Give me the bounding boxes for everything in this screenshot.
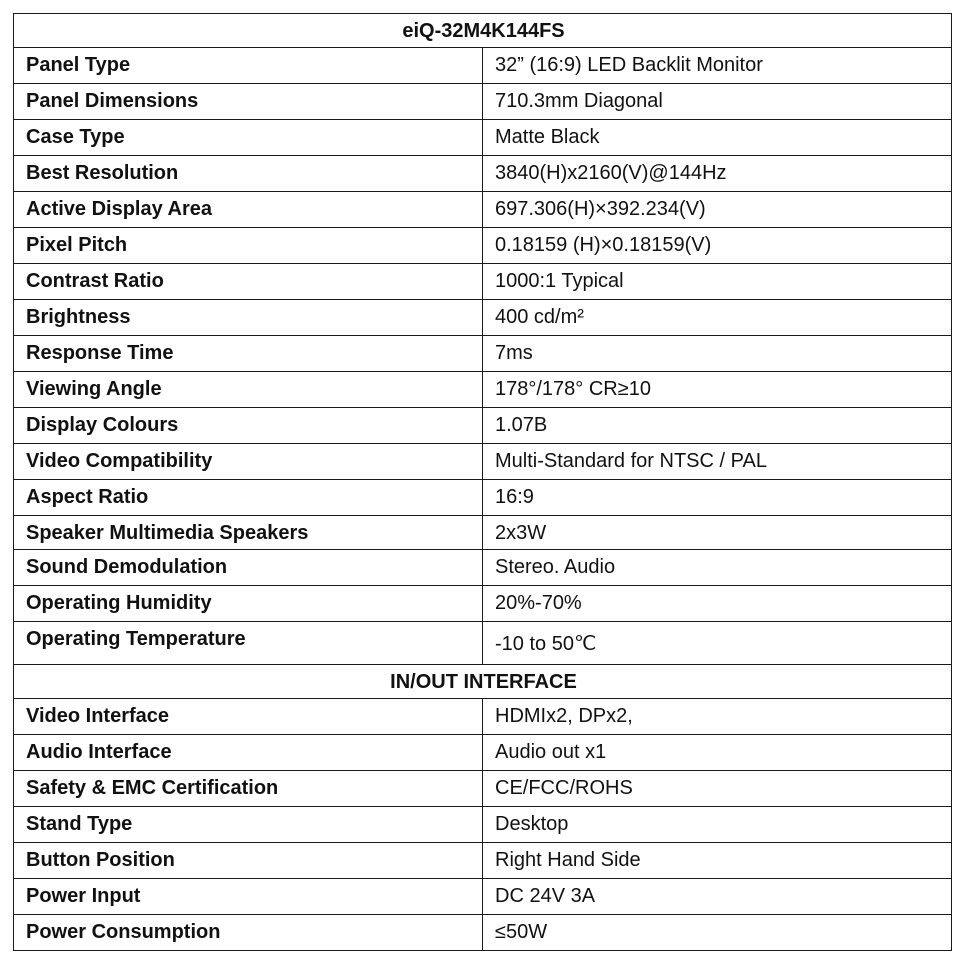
table-row [14,48,952,84]
table-row [14,228,952,264]
table-row [14,516,952,550]
interface-value: HDMIx2, DPx2, [483,699,952,735]
spec-value: Multi-Standard for NTSC / PAL [483,444,952,480]
spec-label: Pixel Pitch [14,228,483,264]
table-row [14,843,952,879]
spec-value: 710.3mm Diagonal [483,84,952,120]
table-row [14,408,952,444]
table-row [14,336,952,372]
interface-value: ≤50W [483,915,952,951]
interface-label: Power Input [14,879,483,915]
spec-label: Panel Type [14,48,483,84]
table-row [14,735,952,771]
table-row [14,771,952,807]
interface-label: Power Consumption [14,915,483,951]
spec-value: Matte Black [483,120,952,156]
spec-value: 1000:1 Typical [483,264,952,300]
table-row [14,300,952,336]
table-row [14,915,952,951]
spec-value: 1.07B [483,408,952,444]
spec-value: 3840(H)x2160(V)@144Hz [483,156,952,192]
spec-label: Active Display Area [14,192,483,228]
table-row [14,807,952,843]
table-row [14,372,952,408]
spec-label: Panel Dimensions [14,84,483,120]
spec-label: Speaker Multimedia Speakers [14,516,483,550]
interface-value: Desktop [483,807,952,843]
spec-label: Display Colours [14,408,483,444]
spec-label: Contrast Ratio [14,264,483,300]
spec-label: Viewing Angle [14,372,483,408]
table-row [14,84,952,120]
spec-value: 7ms [483,336,952,372]
spec-value: 0.18159 (H)×0.18159(V) [483,228,952,264]
spec-label: Case Type [14,120,483,156]
title-row [14,14,952,48]
spec-value: 32” (16:9) LED Backlit Monitor [483,48,952,84]
spec-value: 178°/178° CR≥10 [483,372,952,408]
spec-label: Aspect Ratio [14,480,483,516]
table-row [14,444,952,480]
spec-label: Best Resolution [14,156,483,192]
table-row [14,156,952,192]
spec-value: 16:9 [483,480,952,516]
table-row [14,586,952,622]
spec-label: Operating Humidity [14,586,483,622]
table-row [14,550,952,586]
interface-label: Button Position [14,843,483,879]
table-row [14,699,952,735]
table-row [14,192,952,228]
interface-label: Video Interface [14,699,483,735]
table-row [14,120,952,156]
interface-label: Safety & EMC Certification [14,771,483,807]
table-row [14,622,952,665]
spec-value: 697.306(H)×392.234(V) [483,192,952,228]
spec-value: 400 cd/m² [483,300,952,336]
interface-label: Audio Interface [14,735,483,771]
spec-label: Response Time [14,336,483,372]
spec-value: -10 to 50℃ [483,622,952,665]
interface-value: CE/FCC/ROHS [483,771,952,807]
section-row [14,665,952,699]
spec-table [13,13,952,951]
spec-label: Operating Temperature [14,622,483,665]
table-title: eiQ-32M4K144FS [14,14,952,48]
table-row [14,879,952,915]
section-title: IN/OUT INTERFACE [14,665,952,699]
interface-value: Audio out x1 [483,735,952,771]
interface-value: Right Hand Side [483,843,952,879]
table-row [14,480,952,516]
spec-label: Sound Demodulation [14,550,483,586]
spec-value: Stereo. Audio [483,550,952,586]
interface-value: DC 24V 3A [483,879,952,915]
spec-label: Video Compatibility [14,444,483,480]
interface-label: Stand Type [14,807,483,843]
spec-value: 20%-70% [483,586,952,622]
spec-value: 2x3W [483,516,952,550]
spec-label: Brightness [14,300,483,336]
table-row [14,264,952,300]
